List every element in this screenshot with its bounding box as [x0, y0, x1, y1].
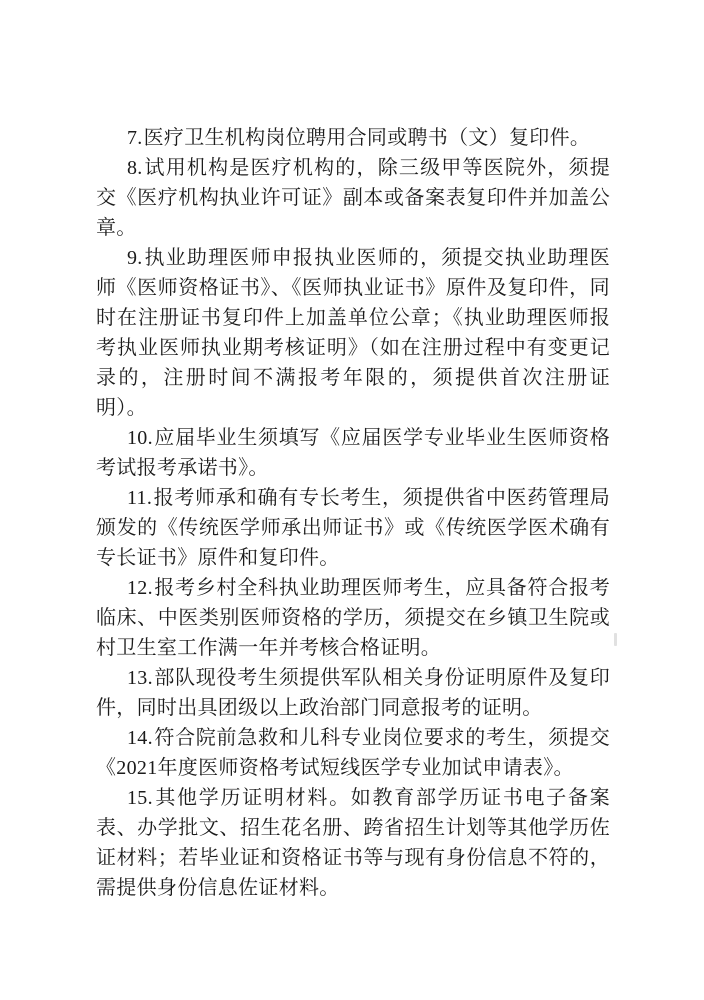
document-paragraph — [96, 663, 610, 723]
paragraph-number: 14. — [127, 727, 153, 749]
paragraph-text: 医疗卫生机构岗位聘用合同或聘书（文）复印件。 — [143, 127, 591, 149]
paragraph-number: 15. — [127, 787, 153, 809]
paragraph-number: 7. — [127, 127, 143, 149]
paragraph-number: 13. — [127, 667, 153, 689]
paragraph-text: 试用机构是医疗机构的，除三级甲等医院外，须提交《医疗机构执业许可证》副本或备案表复印件并加盖公章。 — [96, 157, 610, 239]
document-paragraph — [96, 243, 610, 423]
paragraph-text: 其他学历证明材料。如教育部学历证书电子备案表、办学批文、招生花名册、跨省招生计划等其他学历佐证材料；若毕业证和资格证书等与现有身份信息不符的，需提供身份信息佐证材料。 — [96, 787, 610, 899]
paragraph-text: 部队现役考生须提供军队相关身份证明原件及复印件，同时出具团级以上政治部门同意报考的证明。 — [96, 667, 610, 719]
document-paragraph — [96, 423, 610, 483]
document-paragraph — [96, 483, 610, 573]
scan-artifact — [614, 633, 617, 646]
document-body — [96, 123, 610, 903]
paragraph-text: 报考师承和确有专长考生，须提供省中医药管理局颁发的《传统医学师承出师证书》或《传统医学医术确有专长证书》原件和复印件。 — [96, 487, 610, 569]
paragraph-number: 10. — [127, 427, 153, 449]
paragraph-number: 8. — [127, 157, 143, 179]
document-paragraph — [96, 573, 610, 663]
paragraph-text: 报考乡村全科执业助理医师考生，应具备符合报考临床、中医类别医师资格的学历，须提交在乡镇卫生院或村卫生室工作满一年并考核合格证明。 — [96, 577, 610, 659]
document-paragraph — [96, 123, 610, 153]
paragraph-text: 应届毕业生须填写《应届医学专业毕业生医师资格考试报考承诺书》。 — [96, 427, 610, 479]
paragraph-number: 11. — [127, 487, 153, 509]
paragraph-number: 12. — [127, 577, 153, 599]
document-paragraph — [96, 153, 610, 243]
paragraph-text: 符合院前急救和儿科专业岗位要求的考生，须提交《2021年度医师资格考试短线医学专业加试申请表》。 — [96, 727, 610, 779]
paragraph-text: 执业助理医师申报执业医师的，须提交执业助理医师《医师资格证书》、《医师执业证书》原件及复印件，同时在注册证书复印件上加盖单位公章；《执业助理医师报考执业医师执业期考核证明》（如在注册过程中有变更记录的，注册时间不满报考年限的，须提供首次注册证明）。 — [96, 247, 610, 419]
paragraph-number: 9. — [127, 247, 143, 269]
document-paragraph — [96, 723, 610, 783]
document-paragraph — [96, 783, 610, 903]
